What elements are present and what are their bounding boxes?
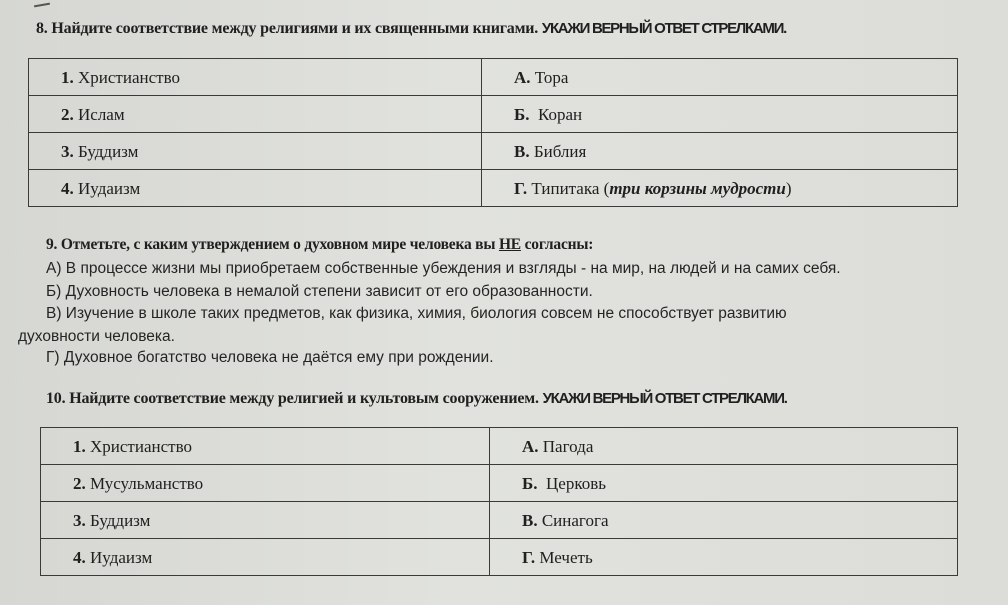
- option-b: Б) Духовность человека в немалой степени зависит от его образованности.: [46, 283, 593, 300]
- table-row: [29, 59, 958, 96]
- book-cell: А. Тора: [482, 59, 958, 96]
- option-v: В) Изучение в школе таких предметов, как физика, химия, биология совсем не способствует развитию: [46, 305, 787, 322]
- religion-cell: 4. Иудаизм: [41, 539, 490, 576]
- not-emphasis: НЕ: [498, 236, 521, 253]
- book-cell: Г. Типитака (три корзины мудрости): [482, 170, 958, 207]
- table-row: [29, 96, 958, 133]
- religion-cell: 2. Ислам: [29, 96, 482, 133]
- question-10-instruction: УКАЖИ ВЕРНЫЙ ОТВЕТ СТРЕЛКАМИ.: [542, 390, 787, 407]
- option-g: Г) Духовное богатство человека не даётся ему при рождении.: [46, 349, 494, 366]
- question-8-title: [36, 20, 786, 38]
- question-10-title: [46, 390, 787, 408]
- question-9-title: 9. Отметьте, с каким утверждением о духовном мире человека вы НЕ согласны:: [46, 236, 594, 253]
- question-8-number: 8.: [36, 20, 48, 37]
- pen-mark: [34, 3, 50, 8]
- question-10-number: 10.: [46, 390, 66, 407]
- table-row: [41, 428, 958, 465]
- table-row: [41, 465, 958, 502]
- table-row: [29, 133, 958, 170]
- question-10-table: [40, 427, 958, 576]
- religion-cell: 2. Мусульманство: [41, 465, 490, 502]
- book-cell: В. Библия: [482, 133, 958, 170]
- table-row: [41, 539, 958, 576]
- religion-cell: 3. Буддизм: [41, 502, 490, 539]
- religion-cell: 1. Христианство: [41, 428, 490, 465]
- table-row: [41, 502, 958, 539]
- religion-cell: 3. Буддизм: [29, 133, 482, 170]
- building-cell: А. Пагода: [490, 428, 958, 465]
- question-10-text: Найдите соответствие между религией и культовым сооружением.: [69, 390, 539, 407]
- religion-cell: 1. Христианство: [29, 59, 482, 96]
- religion-cell: 4. Иудаизм: [29, 170, 482, 207]
- option-a: А) В процессе жизни мы приобретаем собственные убеждения и взгляды - на мир, на людей и на самих себя.: [46, 260, 841, 277]
- question-8-text: Найдите соответствие между религиями и их священными книгами.: [51, 20, 539, 37]
- building-cell: Г. Мечеть: [490, 539, 958, 576]
- question-8-table: [28, 58, 958, 207]
- option-v-continued: духовности человека.: [18, 328, 175, 345]
- building-cell: В. Синагога: [490, 502, 958, 539]
- table-row: [29, 170, 958, 207]
- question-8-instruction: УКАЖИ ВЕРНЫЙ ОТВЕТ СТРЕЛКАМИ.: [541, 20, 786, 37]
- book-cell: Б. Коран: [482, 96, 958, 133]
- building-cell: Б. Церковь: [490, 465, 958, 502]
